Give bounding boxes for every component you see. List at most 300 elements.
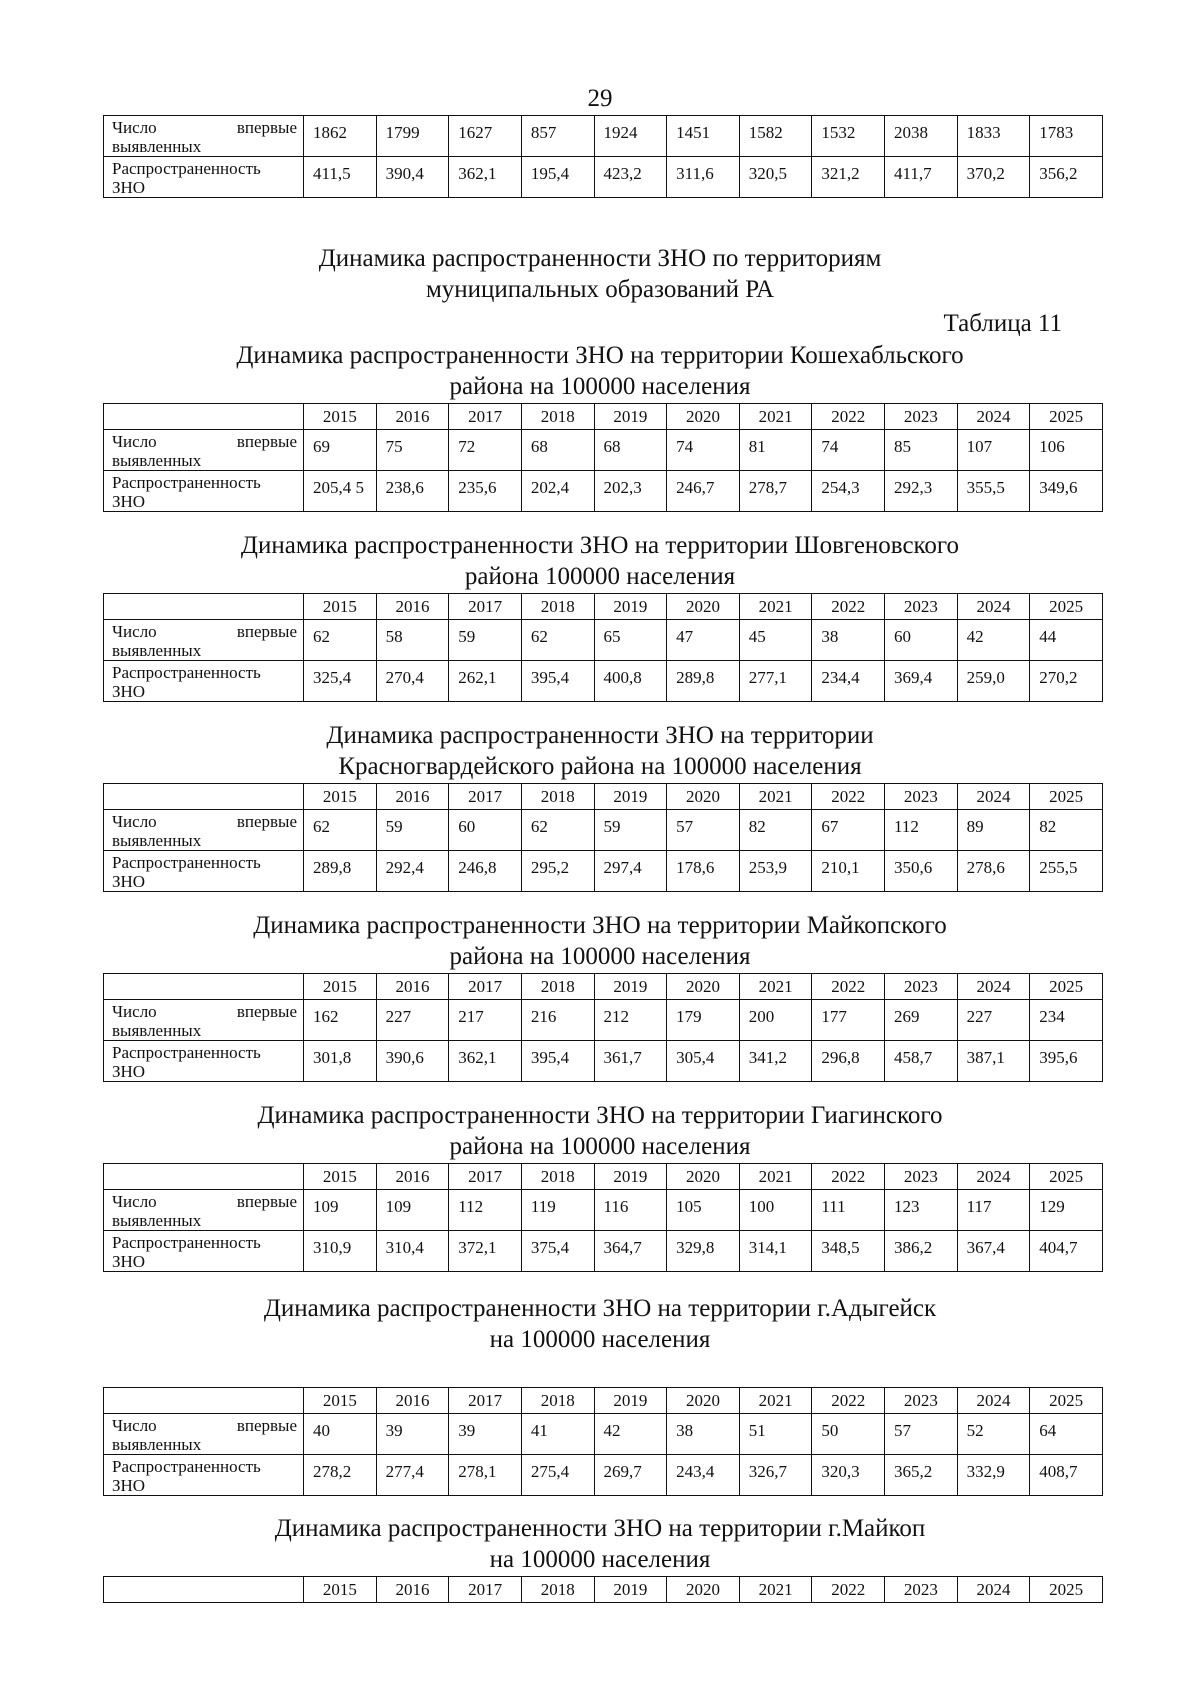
cell: 40 bbox=[304, 1414, 377, 1455]
year-header: 2015 bbox=[304, 1388, 377, 1414]
table-row bbox=[104, 851, 1103, 892]
cell: 367,4 bbox=[957, 1231, 1030, 1272]
district-table-title bbox=[0, 1293, 1200, 1355]
year-header: 2015 bbox=[304, 974, 377, 1000]
cell: 275,4 bbox=[521, 1455, 594, 1496]
year-header: 2025 bbox=[1030, 784, 1103, 810]
table-row bbox=[104, 1455, 1103, 1496]
table-header-row bbox=[104, 974, 1103, 1000]
row-label-new-cases: Число впервые выявленных bbox=[104, 620, 304, 661]
year-header: 2017 bbox=[449, 974, 522, 1000]
cell: 106 bbox=[1030, 430, 1103, 471]
district-table-title bbox=[0, 530, 1200, 592]
table-header-row bbox=[104, 784, 1103, 810]
table-header-row bbox=[104, 404, 1103, 430]
cell: 292,4 bbox=[376, 851, 449, 892]
title-line: Динамика распространенности ЗНО на территории Шовгеновского bbox=[240, 532, 960, 559]
year-header: 2023 bbox=[885, 1164, 958, 1190]
cell: 259,0 bbox=[957, 661, 1030, 702]
cell: 195,4 bbox=[521, 157, 594, 198]
cell: 278,6 bbox=[957, 851, 1030, 892]
year-header: 2018 bbox=[521, 1164, 594, 1190]
title-line: Динамика распространенности ЗНО на территории bbox=[326, 722, 874, 749]
year-header: 2024 bbox=[957, 594, 1030, 620]
cell: 112 bbox=[885, 810, 958, 851]
cell: 305,4 bbox=[667, 1041, 740, 1082]
cell: 375,4 bbox=[521, 1231, 594, 1272]
header-blank-cell bbox=[104, 594, 304, 620]
district-table bbox=[103, 1163, 1103, 1272]
table-row bbox=[104, 661, 1103, 702]
cell: 39 bbox=[376, 1414, 449, 1455]
cell: 44 bbox=[1030, 620, 1103, 661]
cell: 423,2 bbox=[594, 157, 667, 198]
section-heading: Динамика распространенности ЗНО по территориям муниципальных образований РА bbox=[318, 245, 882, 303]
cell: 1451 bbox=[667, 116, 740, 157]
table-row bbox=[104, 430, 1103, 471]
cell: 212 bbox=[594, 1000, 667, 1041]
title-line: Динамика распространенности ЗНО на территории г.Адыгейск bbox=[263, 1295, 937, 1322]
year-header: 2017 bbox=[449, 784, 522, 810]
cell: 51 bbox=[739, 1414, 812, 1455]
cell: 390,6 bbox=[376, 1041, 449, 1082]
row-label-prevalence: Распространенность ЗНО bbox=[104, 157, 304, 198]
district-table-title bbox=[0, 1100, 1200, 1162]
year-header: 2016 bbox=[376, 974, 449, 1000]
cell: 42 bbox=[594, 1414, 667, 1455]
year-header: 2025 bbox=[1030, 974, 1103, 1000]
row-label-prevalence: Распространенность ЗНО bbox=[104, 1231, 304, 1272]
row-label-new-cases: Число впервые выявленных bbox=[104, 1000, 304, 1041]
cell: 62 bbox=[521, 810, 594, 851]
table-row bbox=[104, 157, 1103, 198]
title-line: Динамика распространенности ЗНО на территории Кошехабльского bbox=[236, 342, 964, 369]
cell: 270,2 bbox=[1030, 661, 1103, 702]
year-header: 2015 bbox=[304, 784, 377, 810]
cell: 1532 bbox=[812, 116, 885, 157]
cell: 278,7 bbox=[739, 471, 812, 512]
year-header: 2020 bbox=[667, 404, 740, 430]
cell: 395,4 bbox=[521, 1041, 594, 1082]
cell: 82 bbox=[1030, 810, 1103, 851]
cell: 217 bbox=[449, 1000, 522, 1041]
year-header: 2021 bbox=[739, 1577, 812, 1603]
cell: 200 bbox=[739, 1000, 812, 1041]
cell: 235,6 bbox=[449, 471, 522, 512]
district-table-title bbox=[0, 340, 1200, 402]
cell: 227 bbox=[376, 1000, 449, 1041]
year-header: 2019 bbox=[594, 1577, 667, 1603]
cell: 1833 bbox=[957, 116, 1030, 157]
year-header: 2024 bbox=[957, 784, 1030, 810]
cell: 254,3 bbox=[812, 471, 885, 512]
cell: 205,4 5 bbox=[304, 471, 377, 512]
cell: 277,1 bbox=[739, 661, 812, 702]
year-header: 2017 bbox=[449, 594, 522, 620]
year-header: 2016 bbox=[376, 1388, 449, 1414]
year-header: 2019 bbox=[594, 1388, 667, 1414]
title-line: района на 100000 населения bbox=[449, 373, 751, 400]
cell: 39 bbox=[449, 1414, 522, 1455]
cell: 332,9 bbox=[957, 1455, 1030, 1496]
cell: 89 bbox=[957, 810, 1030, 851]
cell: 75 bbox=[376, 430, 449, 471]
cell: 117 bbox=[957, 1190, 1030, 1231]
row-label-prevalence: Распространенность ЗНО bbox=[104, 851, 304, 892]
cell: 1862 bbox=[304, 116, 377, 157]
cell: 47 bbox=[667, 620, 740, 661]
table-row bbox=[104, 620, 1103, 661]
title-line: Динамика распространенности ЗНО на территории г.Майкоп bbox=[274, 1515, 926, 1542]
cell: 348,5 bbox=[812, 1231, 885, 1272]
cell: 238,6 bbox=[376, 471, 449, 512]
cell: 301,8 bbox=[304, 1041, 377, 1082]
title-line: Динамика распространенности ЗНО на территории Гиагинского bbox=[257, 1102, 943, 1129]
table-header-row bbox=[104, 1388, 1103, 1414]
table-header-row bbox=[104, 1577, 1103, 1603]
cell: 82 bbox=[739, 810, 812, 851]
cell: 365,2 bbox=[885, 1455, 958, 1496]
table-header-row bbox=[104, 1164, 1103, 1190]
title-line: района 100000 населения bbox=[464, 563, 736, 590]
row-label-new-cases: Число впервые выявленных bbox=[104, 810, 304, 851]
cell: 60 bbox=[449, 810, 522, 851]
cell: 1924 bbox=[594, 116, 667, 157]
cell: 386,2 bbox=[885, 1231, 958, 1272]
cell: 69 bbox=[304, 430, 377, 471]
cell: 269 bbox=[885, 1000, 958, 1041]
header-blank-cell bbox=[104, 784, 304, 810]
year-header: 2017 bbox=[449, 1577, 522, 1603]
table-row bbox=[104, 1414, 1103, 1455]
year-header: 2019 bbox=[594, 1164, 667, 1190]
table-header-row bbox=[104, 594, 1103, 620]
cell: 314,1 bbox=[739, 1231, 812, 1272]
table-row bbox=[104, 116, 1103, 157]
year-header: 2020 bbox=[667, 1388, 740, 1414]
table-label: Таблица 11 bbox=[943, 310, 1062, 337]
district-table bbox=[103, 783, 1103, 892]
cell: 1582 bbox=[739, 116, 812, 157]
year-header: 2016 bbox=[376, 404, 449, 430]
year-header: 2023 bbox=[885, 1577, 958, 1603]
cell: 411,5 bbox=[304, 157, 377, 198]
cell: 202,3 bbox=[594, 471, 667, 512]
cell: 404,7 bbox=[1030, 1231, 1103, 1272]
year-header: 2019 bbox=[594, 594, 667, 620]
year-header: 2015 bbox=[304, 404, 377, 430]
cell: 64 bbox=[1030, 1414, 1103, 1455]
year-header: 2024 bbox=[957, 974, 1030, 1000]
cell: 81 bbox=[739, 430, 812, 471]
cell: 72 bbox=[449, 430, 522, 471]
cell: 390,4 bbox=[376, 157, 449, 198]
year-header: 2016 bbox=[376, 594, 449, 620]
cell: 60 bbox=[885, 620, 958, 661]
year-header: 2018 bbox=[521, 594, 594, 620]
cell: 74 bbox=[812, 430, 885, 471]
cell: 297,4 bbox=[594, 851, 667, 892]
cell: 38 bbox=[812, 620, 885, 661]
cell: 52 bbox=[957, 1414, 1030, 1455]
cell: 62 bbox=[304, 620, 377, 661]
title-line: на 100000 населения bbox=[489, 1546, 711, 1573]
year-header: 2015 bbox=[304, 1577, 377, 1603]
cell: 370,2 bbox=[957, 157, 1030, 198]
cell: 234,4 bbox=[812, 661, 885, 702]
year-header: 2023 bbox=[885, 1388, 958, 1414]
cell: 349,6 bbox=[1030, 471, 1103, 512]
cell: 42 bbox=[957, 620, 1030, 661]
year-header: 2021 bbox=[739, 784, 812, 810]
cell: 74 bbox=[667, 430, 740, 471]
district-table bbox=[103, 973, 1103, 1082]
cell: 278,1 bbox=[449, 1455, 522, 1496]
title-line: района на 100000 населения bbox=[449, 1133, 751, 1160]
table-row bbox=[104, 1000, 1103, 1041]
year-header: 2025 bbox=[1030, 1164, 1103, 1190]
cell: 361,7 bbox=[594, 1041, 667, 1082]
year-header: 2023 bbox=[885, 594, 958, 620]
year-header: 2024 bbox=[957, 1388, 1030, 1414]
year-header: 2018 bbox=[521, 1388, 594, 1414]
row-label-new-cases: Число впервые выявленных bbox=[104, 430, 304, 471]
cell: 119 bbox=[521, 1190, 594, 1231]
year-header: 2016 bbox=[376, 1164, 449, 1190]
year-header: 2018 bbox=[521, 974, 594, 1000]
cell: 350,6 bbox=[885, 851, 958, 892]
district-table bbox=[103, 403, 1103, 512]
cell: 162 bbox=[304, 1000, 377, 1041]
cell: 400,8 bbox=[594, 661, 667, 702]
year-header: 2025 bbox=[1030, 1577, 1103, 1603]
year-header: 2022 bbox=[812, 404, 885, 430]
year-header: 2021 bbox=[739, 404, 812, 430]
cell: 68 bbox=[521, 430, 594, 471]
title-line: на 100000 населения bbox=[489, 1326, 711, 1353]
cell: 362,1 bbox=[449, 1041, 522, 1082]
cell: 296,8 bbox=[812, 1041, 885, 1082]
year-header: 2022 bbox=[812, 1164, 885, 1190]
cell: 116 bbox=[594, 1190, 667, 1231]
year-header: 2018 bbox=[521, 784, 594, 810]
cell: 105 bbox=[667, 1190, 740, 1231]
year-header: 2023 bbox=[885, 784, 958, 810]
cell: 278,2 bbox=[304, 1455, 377, 1496]
cell: 295,2 bbox=[521, 851, 594, 892]
cell: 458,7 bbox=[885, 1041, 958, 1082]
cell: 289,8 bbox=[304, 851, 377, 892]
cell: 111 bbox=[812, 1190, 885, 1231]
cell: 41 bbox=[521, 1414, 594, 1455]
cell: 107 bbox=[957, 430, 1030, 471]
cell: 59 bbox=[376, 810, 449, 851]
cell: 289,8 bbox=[667, 661, 740, 702]
cell: 356,2 bbox=[1030, 157, 1103, 198]
cell: 109 bbox=[376, 1190, 449, 1231]
cell: 320,5 bbox=[739, 157, 812, 198]
cell: 1783 bbox=[1030, 116, 1103, 157]
year-header: 2023 bbox=[885, 974, 958, 1000]
header-blank-cell bbox=[104, 1388, 304, 1414]
row-label-new-cases: Число впервые выявленных bbox=[104, 1414, 304, 1455]
year-header: 2019 bbox=[594, 404, 667, 430]
row-label-new-cases: Число впервые выявленных bbox=[104, 1190, 304, 1231]
table-row bbox=[104, 810, 1103, 851]
cell: 311,6 bbox=[667, 157, 740, 198]
cell: 50 bbox=[812, 1414, 885, 1455]
title-line: района на 100000 населения bbox=[449, 943, 751, 970]
district-table-title bbox=[0, 1513, 1200, 1575]
year-header: 2018 bbox=[521, 1577, 594, 1603]
year-header: 2019 bbox=[594, 974, 667, 1000]
year-header: 2022 bbox=[812, 1388, 885, 1414]
cell: 59 bbox=[449, 620, 522, 661]
table-row bbox=[104, 1231, 1103, 1272]
year-header: 2020 bbox=[667, 1164, 740, 1190]
cell: 177 bbox=[812, 1000, 885, 1041]
cell: 292,3 bbox=[885, 471, 958, 512]
cell: 341,2 bbox=[739, 1041, 812, 1082]
cell: 395,6 bbox=[1030, 1041, 1103, 1082]
header-blank-cell bbox=[104, 1577, 304, 1603]
cell: 68 bbox=[594, 430, 667, 471]
year-header: 2024 bbox=[957, 1164, 1030, 1190]
year-header: 2021 bbox=[739, 1164, 812, 1190]
year-header: 2015 bbox=[304, 594, 377, 620]
cell: 408,7 bbox=[1030, 1455, 1103, 1496]
year-header: 2025 bbox=[1030, 404, 1103, 430]
continued-table bbox=[103, 115, 1103, 198]
year-header: 2023 bbox=[885, 404, 958, 430]
year-header: 2022 bbox=[812, 784, 885, 810]
row-label-prevalence: Распространенность ЗНО bbox=[104, 1041, 304, 1082]
year-header: 2024 bbox=[957, 1577, 1030, 1603]
district-table bbox=[103, 593, 1103, 702]
year-header: 2022 bbox=[812, 974, 885, 1000]
cell: 179 bbox=[667, 1000, 740, 1041]
year-header: 2019 bbox=[594, 784, 667, 810]
header-blank-cell bbox=[104, 404, 304, 430]
cell: 320,3 bbox=[812, 1455, 885, 1496]
title-line: Красногвардейского района на 100000 населения bbox=[338, 753, 862, 780]
year-header: 2021 bbox=[739, 974, 812, 1000]
cell: 355,5 bbox=[957, 471, 1030, 512]
cell: 58 bbox=[376, 620, 449, 661]
cell: 395,4 bbox=[521, 661, 594, 702]
cell: 857 bbox=[521, 116, 594, 157]
district-table bbox=[103, 1387, 1103, 1496]
year-header: 2025 bbox=[1030, 1388, 1103, 1414]
year-header: 2015 bbox=[304, 1164, 377, 1190]
year-header: 2020 bbox=[667, 974, 740, 1000]
cell: 202,4 bbox=[521, 471, 594, 512]
year-header: 2022 bbox=[812, 1577, 885, 1603]
table-row bbox=[104, 1190, 1103, 1231]
year-header: 2024 bbox=[957, 404, 1030, 430]
cell: 1627 bbox=[449, 116, 522, 157]
cell: 67 bbox=[812, 810, 885, 851]
cell: 2038 bbox=[885, 116, 958, 157]
cell: 57 bbox=[667, 810, 740, 851]
cell: 255,5 bbox=[1030, 851, 1103, 892]
year-header: 2017 bbox=[449, 1164, 522, 1190]
cell: 62 bbox=[304, 810, 377, 851]
cell: 321,2 bbox=[812, 157, 885, 198]
cell: 129 bbox=[1030, 1190, 1103, 1231]
cell: 326,7 bbox=[739, 1455, 812, 1496]
year-header: 2020 bbox=[667, 1577, 740, 1603]
cell: 372,1 bbox=[449, 1231, 522, 1272]
district-table-title bbox=[0, 910, 1200, 972]
cell: 45 bbox=[739, 620, 812, 661]
cell: 411,7 bbox=[885, 157, 958, 198]
cell: 387,1 bbox=[957, 1041, 1030, 1082]
cell: 364,7 bbox=[594, 1231, 667, 1272]
cell: 269,7 bbox=[594, 1455, 667, 1496]
year-header: 2017 bbox=[449, 1388, 522, 1414]
cell: 243,4 bbox=[667, 1455, 740, 1496]
cell: 227 bbox=[957, 1000, 1030, 1041]
cell: 369,4 bbox=[885, 661, 958, 702]
year-header: 2020 bbox=[667, 594, 740, 620]
cell: 362,1 bbox=[449, 157, 522, 198]
year-header: 2016 bbox=[376, 1577, 449, 1603]
header-blank-cell bbox=[104, 1164, 304, 1190]
year-header: 2017 bbox=[449, 404, 522, 430]
cell: 109 bbox=[304, 1190, 377, 1231]
cell: 123 bbox=[885, 1190, 958, 1231]
year-header: 2016 bbox=[376, 784, 449, 810]
cell: 277,4 bbox=[376, 1455, 449, 1496]
cell: 59 bbox=[594, 810, 667, 851]
row-label-prevalence: Распространенность ЗНО bbox=[104, 471, 304, 512]
district-table bbox=[103, 1576, 1103, 1603]
cell: 38 bbox=[667, 1414, 740, 1455]
title-line: Динамика распространенности ЗНО на территории Майкопского bbox=[253, 912, 947, 939]
cell: 100 bbox=[739, 1190, 812, 1231]
cell: 234 bbox=[1030, 1000, 1103, 1041]
row-label-prevalence: Распространенность ЗНО bbox=[104, 1455, 304, 1496]
cell: 216 bbox=[521, 1000, 594, 1041]
year-header: 2022 bbox=[812, 594, 885, 620]
cell: 246,7 bbox=[667, 471, 740, 512]
cell: 262,1 bbox=[449, 661, 522, 702]
cell: 65 bbox=[594, 620, 667, 661]
cell: 310,4 bbox=[376, 1231, 449, 1272]
header-blank-cell bbox=[104, 974, 304, 1000]
table-row bbox=[104, 1041, 1103, 1082]
cell: 246,8 bbox=[449, 851, 522, 892]
cell: 178,6 bbox=[667, 851, 740, 892]
cell: 270,4 bbox=[376, 661, 449, 702]
cell: 310,9 bbox=[304, 1231, 377, 1272]
page-number: 29 bbox=[587, 85, 613, 112]
year-header: 2025 bbox=[1030, 594, 1103, 620]
cell: 210,1 bbox=[812, 851, 885, 892]
cell: 329,8 bbox=[667, 1231, 740, 1272]
row-label-new-cases: Число впервые выявленных bbox=[104, 116, 304, 157]
year-header: 2018 bbox=[521, 404, 594, 430]
cell: 57 bbox=[885, 1414, 958, 1455]
cell: 253,9 bbox=[739, 851, 812, 892]
year-header: 2021 bbox=[739, 1388, 812, 1414]
cell: 1799 bbox=[376, 116, 449, 157]
year-header: 2020 bbox=[667, 784, 740, 810]
table-row bbox=[104, 471, 1103, 512]
cell: 325,4 bbox=[304, 661, 377, 702]
row-label-prevalence: Распространенность ЗНО bbox=[104, 661, 304, 702]
